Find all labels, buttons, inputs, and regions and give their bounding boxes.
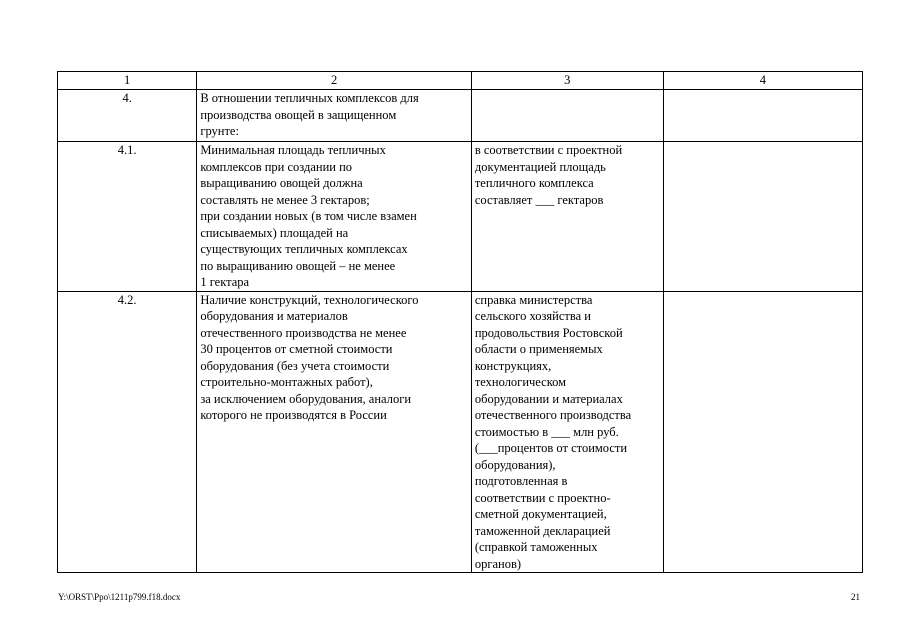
table-row <box>58 90 863 142</box>
text-line: справка министерства <box>474 292 593 307</box>
column-number-1: 1 <box>58 72 197 90</box>
text-line: которого не производятся в России <box>200 408 387 422</box>
text-line: строительно-монтажных работ), <box>200 375 373 389</box>
footer-file-path: Y:\ORST\Ppo\1211p799.f18.docx <box>58 592 181 602</box>
requirements-table <box>57 71 863 573</box>
text-line: оборудования (без учета стоимости <box>200 358 390 373</box>
text-line: конструкциях, <box>474 358 552 373</box>
text-line: Минимальная площадь тепличных <box>200 143 386 157</box>
text-line: органов) <box>474 556 522 571</box>
text-line: отечественного производства не менее <box>200 325 407 340</box>
table-header-row <box>58 72 863 90</box>
row-number: 4. <box>58 90 197 142</box>
column-number-4: 4 <box>663 72 862 90</box>
text-line: технологическом <box>474 375 567 389</box>
text-line: стоимостью в ___ млн руб. <box>474 424 619 439</box>
text-line: при создании новых (в том числе взамен <box>200 209 417 223</box>
column-number-3: 3 <box>471 72 663 90</box>
document-cell <box>471 142 663 292</box>
text-line: сметной документацией, <box>474 507 607 521</box>
text-line: составлять не менее 3 гектаров; <box>200 192 370 207</box>
text-line: 30 процентов от сметной стоимости <box>200 342 393 356</box>
text-line: по выращиванию овощей – не менее <box>200 258 396 273</box>
requirement-cell <box>197 291 472 573</box>
note-cell <box>663 291 862 573</box>
text-line: 1 гектара <box>200 275 250 289</box>
document-cell <box>471 90 663 142</box>
text-line: области о применяемых <box>474 342 603 356</box>
text-line: сельского хозяйства и <box>474 309 591 323</box>
text-line: оборудовании и материалах <box>474 391 623 406</box>
text-line: выращиванию овощей должна <box>200 176 363 190</box>
text-line: составляет ___ гектаров <box>474 192 604 207</box>
text-line: оборудования), <box>474 457 556 472</box>
table-row <box>58 142 863 292</box>
page-number: 21 <box>851 592 860 602</box>
text-line: комплексов при создании по <box>200 159 353 174</box>
column-number-2: 2 <box>197 72 472 90</box>
requirement-cell <box>197 142 472 292</box>
text-line: таможенной декларацией <box>474 523 611 538</box>
text-line: (___процентов от стоимости <box>474 441 628 455</box>
text-line: подготовленная в <box>474 474 568 488</box>
text-line: соответствии с проектно- <box>474 490 611 505</box>
document-cell <box>471 291 663 573</box>
text-line: производства овощей в защищенном <box>200 107 397 122</box>
row-number: 4.2. <box>58 291 197 573</box>
text-line: оборудования и материалов <box>200 309 348 323</box>
text-line: документацией площадь <box>474 159 606 174</box>
requirement-cell <box>197 90 472 142</box>
note-cell <box>663 90 862 142</box>
text-line: (справкой таможенных <box>474 540 598 554</box>
text-line: грунте: <box>200 124 239 138</box>
text-line: в соответствии с проектной <box>474 143 623 157</box>
text-line: существующих тепличных комплексах <box>200 242 408 256</box>
text-line: В отношении тепличных комплексов для <box>200 91 419 105</box>
text-line: продовольствия Ростовской <box>474 325 623 340</box>
row-number: 4.1. <box>58 142 197 292</box>
table-row <box>58 291 863 573</box>
text-line: отечественного производства <box>474 408 632 422</box>
text-line: Наличие конструкций, технологического <box>200 292 419 307</box>
note-cell <box>663 142 862 292</box>
text-line: за исключением оборудования, аналоги <box>200 391 412 406</box>
text-line: тепличного комплекса <box>474 176 594 190</box>
text-line: списываемых) площадей на <box>200 225 349 240</box>
